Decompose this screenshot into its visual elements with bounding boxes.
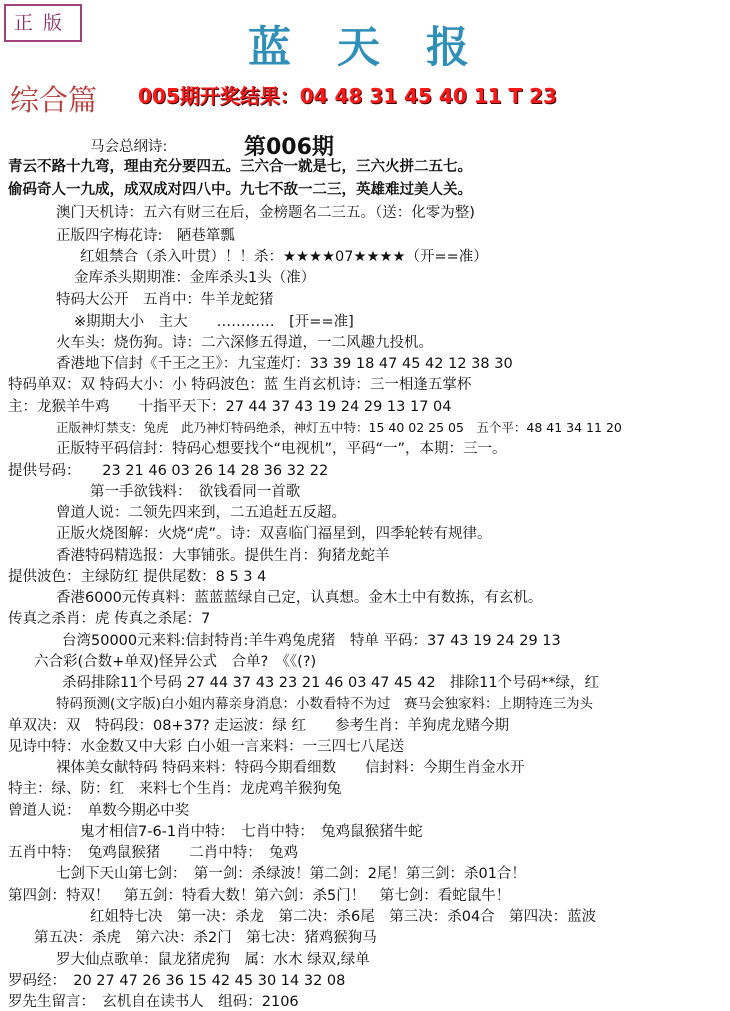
content-line: 香港特码精选报：大事铺张。提供生肖：狗猪龙蛇羊 — [56, 548, 390, 564]
content-line: 金库杀头期期准：金库杀头1头（准） — [74, 270, 316, 286]
content-line: 偷码奇人一九成，成双成对四八中。九七不敌一二三，英雄难过美人关。 — [8, 182, 472, 198]
content-line: 七剑下天山第七剑： 第一剑：杀绿波！第二剑：2尾！第三剑：杀01合！ — [56, 866, 526, 882]
content-line: 曾道人说： 单数今期必中奖 — [8, 803, 190, 819]
content-line: 单双决：双 特码段：08+37? 走运波：绿 红 参考生肖：羊狗虎龙赌今期 — [8, 718, 509, 734]
content-line: 正版特平码信封：特码心想要找个“电视机”，平码“一”，本期：三一。 — [56, 441, 507, 457]
content-line: 曾道人说：二领先四来到，二五追赶五反超。 — [56, 505, 346, 521]
content-line: 第四剑：特双！ 第五剑：特看大数！第六剑：杀5门！ 第七剑：看蛇鼠牛！ — [8, 888, 511, 904]
content-line: 红姐特七决 第一决：杀龙 第二决：杀6尾 第三决：杀04合 第四决：蓝波 — [90, 909, 597, 925]
content-line: 杀码排除11个号码 27 44 37 43 23 21 46 03 47 45 42 排除11个号码**绿，红 — [62, 675, 600, 691]
section-title: 综合篇 — [10, 83, 98, 117]
content-line: 马会总纲诗: — [90, 139, 168, 155]
content-line: 正版神灯禁支：兔虎 此乃神灯特码绝杀，神灯五中特：15 40 02 25 05 五个平：48 41 34 11 20 — [56, 420, 622, 435]
authentic-stamp: 正版 — [4, 4, 82, 42]
issue-number: 第006期 — [244, 135, 334, 160]
content-line: 罗码经： 20 27 47 26 36 15 42 45 30 14 32 08 — [8, 973, 346, 989]
content-line: 正版火烧图解：火烧“虎”。诗：双喜临门福星到，四季轮转有规律。 — [56, 526, 492, 542]
content-line: 香港地下信封《千王之王》：九宝莲灯：33 39 18 47 45 42 12 38 30 — [56, 356, 513, 372]
content-line: 特主：绿、防：红 来料七个生肖：龙虎鸡羊猴狗兔 — [8, 781, 342, 797]
content-line: 正版四字梅花诗: 陋巷箪瓢 — [56, 228, 235, 244]
content-line: 台湾50000元来料:信封特肖:羊牛鸡兔虎猪 特单 平码：37 43 19 24 29 13 — [62, 633, 561, 649]
content-line: 火车头：烧伤狗。诗：二六深修五得道，一二风趣九投机。 — [56, 335, 433, 351]
draw-result: 005期开奖结果：04 48 31 45 40 11 T 23 — [138, 84, 557, 108]
content-line: 裸体美女献特码 特码来料：特码今期看细数 信封料：今期生肖金水开 — [56, 760, 525, 776]
content-line: 第一手欲钱料： 欲钱看同一首歌 — [90, 484, 301, 500]
content-line: 澳门天机诗：五六有财三在后，金榜题名二三五。（送：化零为整) — [56, 205, 475, 221]
page-title: 蓝天报 — [248, 23, 515, 73]
content-line: 主：龙猴羊牛鸡 十指平天下：27 44 37 43 19 24 29 13 17 04 — [8, 399, 452, 415]
content-line: 罗大仙点歌单：鼠龙猪虎狗 属：水木 绿双,绿单 — [56, 952, 370, 968]
content-line: 特码预测(文字版)白小姐内幕亲身消息：小数看特不为过 赛马会独家料：上期特连三为头 — [56, 696, 594, 712]
content-line: 提供号码： 23 21 46 03 26 14 28 36 32 22 — [8, 463, 329, 479]
content-line: 六合彩(合数+单双)怪异公式 合单? 《《(?) — [34, 654, 317, 670]
content-line: 罗先生留言： 玄机自在读书人 组码：2106 — [8, 994, 299, 1010]
content-line: 特码大公开 五肖中：牛羊龙蛇猪 — [56, 292, 274, 308]
content-line: 五肖中特： 兔鸡鼠猴猪 二肖中特： 兔鸡 — [8, 845, 298, 861]
content-line: ※期期大小 主大 ………… [开==准] — [74, 314, 354, 330]
content-line: 见诗中特：水金数又中大彩 白小姐一言来料：一三四七八尾送 — [8, 739, 405, 755]
content-line: 提供波色：主绿防红 提供尾数：8 5 3 4 — [8, 569, 267, 585]
content-line: 鬼才相信7-6-1肖中特： 七肖中特： 兔鸡鼠猴猪牛蛇 — [80, 824, 423, 840]
content-line: 传真之杀肖：虎 传真之杀尾：7 — [8, 611, 211, 627]
content-line: 青云不路十九弯，理由充分要四五。三六合一就是七，三六火拼二五七。 — [8, 159, 472, 175]
content-line: 红姐禁合（杀入叶贯）！！杀：★★★★07★★★★（开==准） — [80, 249, 488, 265]
content-line: 特码单双：双 特码大小：小 特码波色：蓝 生肖玄机诗：三一相逢五掌杯 — [8, 377, 472, 393]
content-line: 香港6000元传真料：蓝蓝蓝绿自己定，认真想。金木土中有数拣，有玄机。 — [56, 590, 543, 606]
content-line: 第五决：杀虎 第六决：杀2门 第七决：猪鸡猴狗马 — [34, 930, 377, 946]
